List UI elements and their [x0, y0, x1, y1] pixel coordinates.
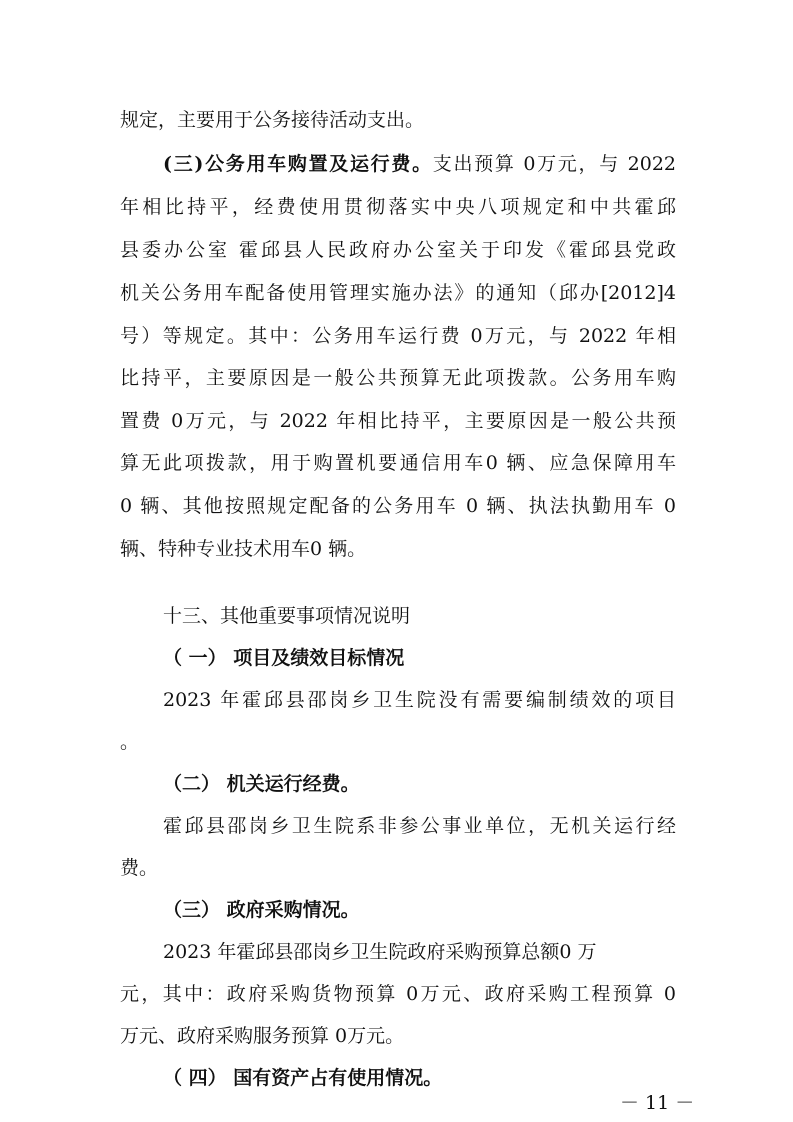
sub1-title: （ 一） 项目及绩效目标情况 [163, 647, 405, 669]
section3-line-7: 算无此项拨款，用于购置机要通信用车0 辆、应急保障用车 [120, 452, 676, 474]
sub2-line-1: 费。 [120, 857, 159, 879]
sub3-line-1: 元，其中：政府采购货物预算 0万元、政府采购工程预算 0 [120, 983, 676, 1005]
section3-line-1: 年相比持平，经费使用贯彻落实中央八项规定和中共霍邱 [120, 196, 676, 218]
section13-title: 十三、其他重要事项情况说明 [163, 605, 411, 627]
sub1-line-1: 。 [120, 731, 140, 753]
section3-line-5: 比持平，主要原因是一般公共预算无此项拨款。公务用车购 [120, 367, 676, 389]
section3-lead-heading: (三)公务用车购置及运行费。 [163, 153, 433, 175]
section3-line-3: 机关公务用车配备使用管理实施办法》的通知（邱办[2012]4 [120, 282, 676, 304]
section3-line-4: 号）等规定。其中：公务用车运行费 0万元，与 2022 年相 [120, 325, 676, 347]
section3-line-9: 辆、特种专业技术用车0 辆。 [120, 538, 367, 560]
section3-line-6: 置费 0万元，与 2022 年相比持平，主要原因是一般公共预 [120, 410, 676, 432]
section3-line-2: 县委办公室 霍邱县人民政府办公室关于印发《霍邱县党政 [120, 239, 676, 261]
section3-first-line [163, 150, 676, 178]
section3-line-8: 0 辆、其他按照规定配备的公务用车 0 辆、执法执勤用车 0 [120, 495, 676, 517]
sub3-line-2: 万元、政府采购服务预算 0万元。 [120, 1025, 405, 1047]
sub2-title: （二） 机关运行经费。 [163, 773, 360, 795]
sub4-title: （ 四） 国有资产占有使用情况。 [163, 1067, 443, 1089]
sub3-title: （三） 政府采购情况。 [163, 899, 360, 921]
sub3-line-0: 2023 年霍邱县邵岗乡卫生院政府采购预算总额0 万 [163, 941, 597, 963]
sub2-line-0: 霍邱县邵岗乡卫生院系非参公事业单位，无机关运行经 [163, 815, 676, 837]
section3-line-0: 支出预算 0万元，与 2022 [432, 153, 676, 175]
intro-tail-line: 规定，主要用于公务接待活动支出。 [120, 109, 425, 131]
sub1-line-0: 2023 年霍邱县邵岗乡卫生院没有需要编制绩效的项目 [163, 689, 676, 711]
page-number: － 11 － [620, 1092, 695, 1114]
